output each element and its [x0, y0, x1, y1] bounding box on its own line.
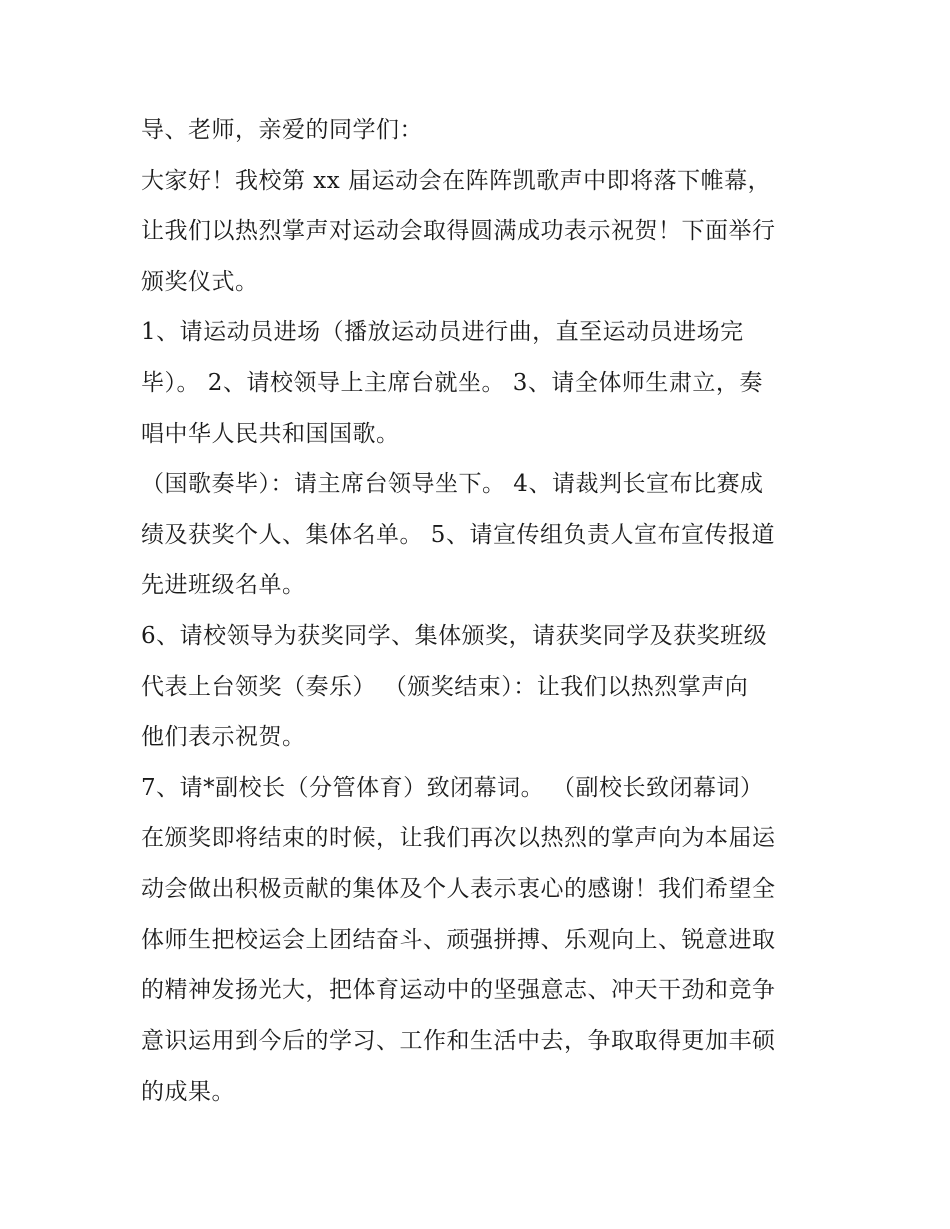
text-line: 毕）。 2、请校领导上主席台就坐。 3、请全体师生肃立，奏 [141, 370, 763, 396]
text-line: 颁奖仪式。 [141, 269, 259, 295]
text-line: 导、老师，亲爱的同学们： [141, 117, 423, 143]
text-line: 大家好！我校第 xx 届运动会在阵阵凯歌声中即将落下帷幕， [141, 168, 772, 194]
text-line: 的精神发扬光大，把体育运动中的坚强意志、冲天干劲和竞争 [141, 977, 776, 1003]
text-line: 动会做出积极贡献的集体及个人表示衷心的感谢！我们希望全 [141, 876, 776, 902]
text-line: 体师生把校运会上团结奋斗、顽强拼搏、乐观向上、锐意进取 [141, 927, 776, 953]
text-line: 代表上台领奖（奏乐） （颁奖结束）：让我们以热烈掌声向 [141, 674, 749, 700]
text-line: 意识运用到今后的学习、工作和生活中去，争取取得更加丰硕 [141, 1028, 776, 1054]
text-line: 6、请校领导为获奖同学、集体颁奖，请获奖同学及获奖班级 [141, 623, 768, 649]
text-line: 让我们以热烈掌声对运动会取得圆满成功表示祝贺！下面举行 [141, 218, 776, 244]
text-line: 的成果。 [141, 1079, 235, 1105]
text-line: 1、请运动员进场（播放运动员进行曲，直至运动员进场完 [141, 319, 744, 345]
text-line: 唱中华人民共和国国歌。 [141, 421, 400, 447]
text-line: 7、请*副校长（分管体育）致闭幕词。 （副校长致闭幕词） [141, 775, 764, 801]
text-line: 先进班级名单。 [141, 572, 306, 598]
text-line: 绩及获奖个人、集体名单。 5、请宣传组负责人宣布宣传报道 [141, 522, 775, 548]
text-line: 他们表示祝贺。 [141, 724, 306, 750]
text-line: 在颁奖即将结束的时候，让我们再次以热烈的掌声向为本届运 [141, 825, 776, 851]
text-line: （国歌奏毕）：请主席台领导坐下。 4、请裁判长宣布比赛成 [141, 471, 764, 497]
